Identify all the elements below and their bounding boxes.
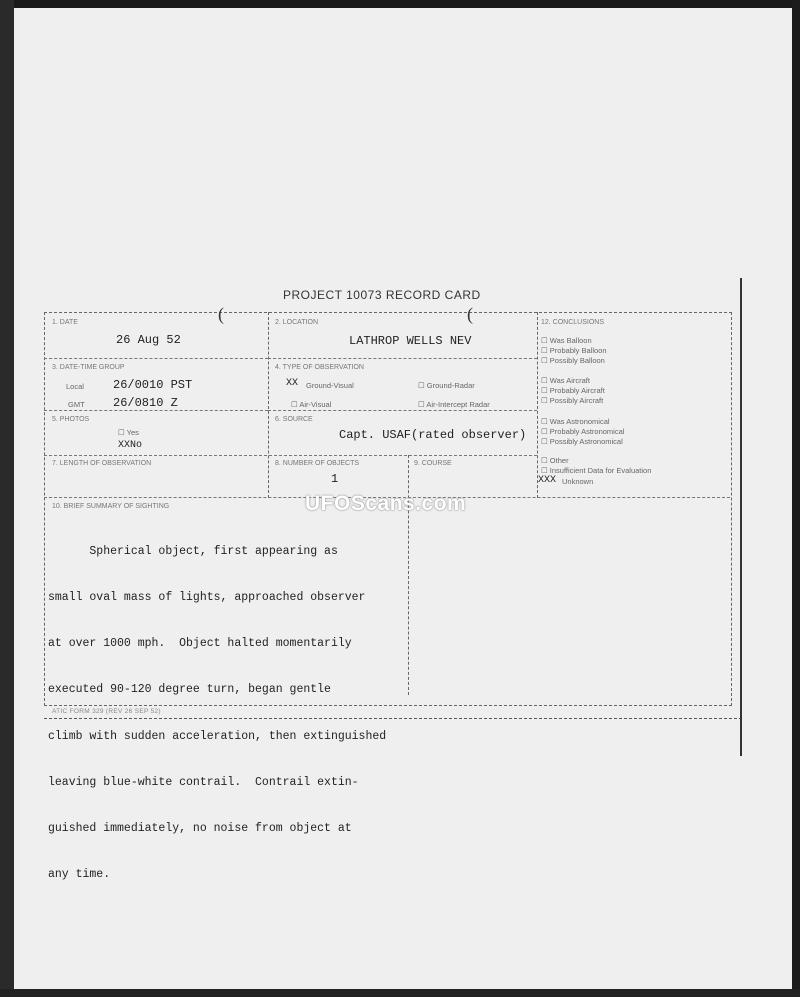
- conclusion-was-aircraft: ☐ Was Aircraft: [541, 376, 590, 385]
- ground-visual-mark: XX: [286, 378, 299, 389]
- summary-line: small oval mass of lights, approached observer: [48, 591, 366, 605]
- row-divider-4: [268, 410, 537, 411]
- bracket-mark: (: [467, 304, 473, 324]
- form-number: ATIC FORM 329 (REV 26 SEP 52): [52, 708, 161, 715]
- scan-border-bottom: [0, 989, 800, 997]
- conclusion-possibly-astronomical: ☐ Possibly Astronomical: [541, 437, 623, 446]
- dtg-gmt-value: 26/0810 Z: [113, 396, 178, 410]
- source-value: Capt. USAF(rated observer): [339, 428, 527, 442]
- card-title: PROJECT 10073 RECORD CARD: [283, 288, 481, 302]
- scan-border-right: [792, 0, 800, 997]
- summary-line: executed 90-120 degree turn, began gentle: [48, 683, 331, 697]
- watermark: UFOScans.com: [305, 492, 467, 515]
- length-label: 7. LENGTH OF OBSERVATION: [52, 460, 152, 467]
- conclusions-label: 12. CONCLUSIONS: [541, 319, 605, 326]
- bracket-mark: (: [218, 304, 224, 324]
- row-divider-1: [44, 358, 268, 359]
- summary-line: guished immediately, no noise from object at: [48, 822, 352, 836]
- location-value: LATHROP WELLS NEV: [349, 334, 472, 348]
- dtg-label: 3. DATE-TIME GROUP: [52, 364, 125, 371]
- row-divider-5: [44, 455, 537, 456]
- course-label: 9. COURSE: [414, 460, 452, 467]
- dtg-gmt-label: GMT: [68, 400, 85, 409]
- ground-visual-option: Ground-Visual: [306, 381, 354, 390]
- summary-label: 10. BRIEF SUMMARY OF SIGHTING: [52, 503, 170, 510]
- column-divider-2: [537, 312, 538, 498]
- summary-line: Spherical object, first appearing as: [48, 544, 338, 558]
- dtg-local-value: 26/0010 PST: [113, 378, 193, 392]
- photos-label: 5. PHOTOS: [52, 416, 90, 423]
- conclusion-probably-astronomical: ☐ Probably Astronomical: [541, 427, 625, 436]
- conclusion-probably-aircraft: ☐ Probably Aircraft: [541, 386, 605, 395]
- num-objects-value: 1: [331, 472, 339, 486]
- conclusion-possibly-balloon: ☐ Possibly Balloon: [541, 356, 605, 365]
- conclusion-was-balloon: ☐ Was Balloon: [541, 336, 592, 345]
- source-label: 6. SOURCE: [275, 416, 313, 423]
- margin-line: [740, 278, 742, 756]
- scan-border-left: [0, 0, 14, 997]
- row-divider-3: [44, 410, 268, 411]
- conclusion-insufficient-data: ☐ Insufficient Data for Evaluation: [541, 466, 652, 475]
- summary-line: leaving blue-white contrail. Contrail extin-: [48, 775, 359, 789]
- conclusion-probably-balloon: ☐ Probably Balloon: [541, 346, 607, 355]
- conclusion-possibly-aircraft: ☐ Possibly Aircraft: [541, 396, 604, 405]
- photos-yes-option: ☐ Yes: [118, 428, 139, 437]
- summary-line: at over 1000 mph. Object halted momentarily: [48, 637, 352, 651]
- conclusion-unknown-mark: XXX: [538, 475, 557, 486]
- summary-line: climb with sudden acceleration, then extinguished: [48, 729, 387, 743]
- ground-radar-option: ☐ Ground-Radar: [418, 381, 475, 390]
- summary-line: any time.: [48, 868, 111, 882]
- conclusion-other: ☐ Other: [541, 456, 569, 465]
- row-divider-2: [268, 358, 537, 359]
- date-value: 26 Aug 52: [116, 333, 181, 347]
- type-obs-label: 4. TYPE OF OBSERVATION: [275, 364, 364, 371]
- date-label: 1. DATE: [52, 319, 78, 326]
- conclusion-unknown: Unknown: [562, 477, 594, 486]
- dtg-local-label: Local: [66, 382, 84, 391]
- location-label: 2. LOCATION: [275, 319, 319, 326]
- air-visual-option: ☐ Air-Visual: [291, 400, 332, 409]
- scan-border-top: [0, 0, 800, 8]
- photos-no-option: XXNo: [118, 440, 143, 451]
- conclusion-was-astronomical: ☐ Was Astronomical: [541, 417, 610, 426]
- summary-text: [48, 513, 418, 898]
- air-intercept-option: ☐ Air-Intercept Radar: [418, 400, 490, 409]
- column-divider-1: [268, 312, 269, 498]
- num-objects-label: 8. NUMBER OF OBJECTS: [275, 460, 360, 467]
